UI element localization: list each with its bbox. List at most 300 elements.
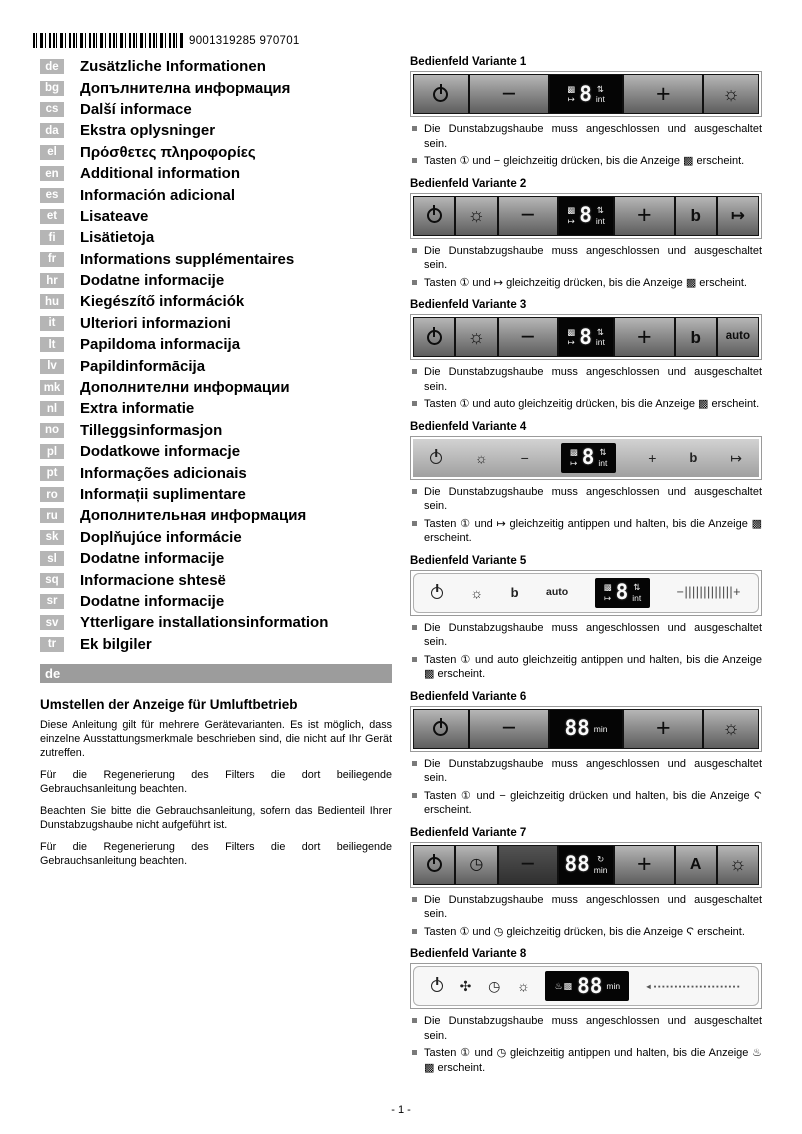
language-code-badge: de: [40, 59, 64, 74]
display-digits: 8: [615, 580, 629, 605]
light-button: [470, 451, 493, 465]
language-label: Πρόσθετες πληροφορίες: [80, 143, 256, 161]
light-icon: ☼: [722, 83, 740, 105]
bullet-marker: [412, 761, 417, 766]
light-icon: ☼: [470, 584, 484, 601]
power-button: [414, 197, 456, 235]
plus-button: [643, 451, 661, 465]
variant-section: [410, 827, 762, 940]
language-label: Lisätietoja: [80, 229, 155, 247]
plus-icon: +: [655, 79, 671, 108]
display: [550, 710, 625, 748]
language-row: [40, 142, 392, 163]
display-glyph: ▩: [569, 447, 578, 458]
language-row: [40, 227, 392, 248]
minus-icon: −: [520, 850, 535, 879]
power-button: [426, 980, 448, 992]
display-glyph: int: [595, 215, 605, 226]
variant-list: [410, 52, 762, 1078]
display-glyph-column: [594, 855, 608, 874]
language-label: Dodatne informacije: [80, 272, 225, 290]
plus-button: [624, 710, 704, 748]
display-glyph: ⇅: [596, 83, 604, 94]
display-glyph-column: [596, 85, 605, 104]
language-row: [40, 270, 392, 291]
display-glyph: ↦: [570, 457, 578, 468]
light-icon: ☼: [467, 326, 486, 348]
display-content: [570, 447, 608, 468]
display-glyph: min: [593, 864, 608, 875]
minus-button: [499, 318, 559, 356]
language-label: Dodatne informacije: [80, 550, 225, 568]
paragraph: Beachten Sie bitte die Gebrauchsanleitung, sofern das Bedienteil Ihrer Dunstabzugshaube nicht aufgeführt ist.: [40, 805, 392, 832]
bullet-text: Tasten ① und auto gleichzeitig antippen und halten, bis die Anzeige ▩ erscheint.: [424, 653, 762, 681]
plus-icon: +: [637, 201, 652, 230]
auto-icon: auto: [546, 586, 569, 599]
plus-button: [615, 197, 675, 235]
section-title: Umstellen der Anzeige für Umluftbetrieb: [40, 696, 298, 712]
interval-button: [725, 451, 747, 465]
control-panel-body: [413, 573, 759, 613]
fan-b-button: [676, 197, 718, 235]
language-code-badge: es: [40, 188, 64, 203]
display-glyph: ↻: [597, 854, 605, 865]
minus-icon: −: [520, 322, 535, 351]
language-code-badge: mk: [40, 380, 64, 395]
instruction-bullet: [412, 244, 762, 273]
bullet-text: Tasten ① und auto gleichzeitig drücken, bis die Anzeige ▩ erscheint.: [424, 398, 760, 411]
bullet-text: Die Dunstabzugshaube muss angeschlossen und ausgeschaltet sein.: [424, 485, 762, 513]
display-glyph: int: [595, 94, 605, 104]
power-icon: [427, 208, 442, 223]
bullet-marker: [412, 657, 417, 662]
fan-button: [455, 979, 477, 993]
variant-title: Bedienfeld Variante 5: [410, 554, 527, 567]
language-row: [40, 484, 392, 505]
language-row: [40, 398, 392, 419]
control-panel: [410, 193, 762, 239]
display: [559, 318, 615, 356]
variant-title: Bedienfeld Variante 3: [410, 299, 527, 312]
language-row: [40, 206, 392, 227]
display-glyph-column: [598, 448, 607, 467]
variant-section: [410, 948, 762, 1075]
language-label: Dodatkowe informacje: [80, 443, 241, 461]
plus-icon: +: [648, 449, 657, 466]
display-glyph: ↦: [604, 592, 612, 603]
language-label: Tilleggsinformasjon: [80, 421, 223, 439]
bullet-text: Die Dunstabzugshaube muss angeschlossen und ausgeschaltet sein.: [424, 621, 762, 649]
power-button: [414, 710, 470, 748]
power-icon: [431, 587, 443, 599]
light-button: [465, 586, 488, 600]
display-glyph-column: [570, 448, 578, 467]
language-code-badge: sk: [40, 530, 64, 545]
bullet-text: Die Dunstabzugshaube muss angeschlossen und ausgeschaltet sein.: [424, 244, 762, 272]
slider: [672, 586, 746, 599]
language-code-badge: bg: [40, 81, 64, 96]
bullet-text: Tasten ① und ↦ gleichzeitig antippen und halten, bis die Anzeige ▩ erscheint.: [424, 517, 762, 545]
control-panel-body: [413, 317, 759, 357]
language-row: [40, 56, 392, 77]
display-digits: 88: [577, 973, 603, 998]
auto-a-button: [676, 846, 718, 884]
power-button: [426, 587, 448, 599]
left-column: [40, 56, 392, 876]
control-panel: [410, 963, 762, 1009]
instruction-bullet: [412, 789, 762, 818]
bullet-marker: [412, 793, 417, 798]
language-row: [40, 548, 392, 569]
language-code-badge: en: [40, 166, 64, 181]
display-content: [565, 718, 608, 739]
display-content: [567, 205, 605, 226]
language-row: [40, 505, 392, 526]
instruction-bullet: [412, 893, 762, 922]
display-glyph-column: [567, 85, 575, 104]
light-button: [456, 197, 498, 235]
bullet-text: Die Dunstabzugshaube muss angeschlossen und ausgeschaltet sein.: [424, 757, 762, 785]
plus-button: [615, 846, 675, 884]
instruction-bullet: [412, 365, 762, 394]
instruction-bullet: [412, 653, 762, 682]
language-code-badge: hr: [40, 273, 64, 288]
power-button: [414, 318, 456, 356]
bullet-text: Tasten ① und ↦ gleichzeitig drücken, bis die Anzeige ▩ erscheint.: [424, 276, 747, 289]
light-icon: ☼: [729, 854, 747, 876]
language-label: Ytterligare installationsinformation: [80, 614, 329, 632]
minus-icon: −: [520, 201, 535, 230]
display-glyph: ↦: [567, 337, 575, 348]
language-row: [40, 420, 392, 441]
language-label: Dodatne informacije: [80, 592, 225, 610]
language-label: Další informace: [80, 100, 192, 118]
instruction-bullet: [412, 517, 762, 546]
language-row: [40, 313, 392, 334]
light-icon: ☼: [722, 718, 740, 740]
control-panel-body: [413, 74, 759, 114]
light-icon: ☼: [474, 449, 488, 466]
fan-b-button: [684, 451, 702, 464]
auto-button: [718, 318, 758, 356]
language-row: [40, 184, 392, 205]
control-panel: [410, 71, 762, 117]
bullet-text: Die Dunstabzugshaube muss angeschlossen und ausgeschaltet sein.: [424, 1015, 762, 1042]
display: [559, 846, 615, 884]
display-digits: 88: [564, 852, 590, 877]
language-row: [40, 441, 392, 462]
language-code-badge: sr: [40, 594, 64, 609]
instruction-bullet: [412, 1014, 762, 1043]
language-label: Doplňujúce informácie: [80, 528, 242, 546]
barcode: [33, 33, 183, 48]
bullet-marker: [412, 521, 417, 526]
auto-a-icon: A: [689, 855, 702, 873]
fan-b-icon: b: [690, 327, 701, 347]
display-content: [567, 81, 605, 106]
control-panel-body: [413, 966, 759, 1006]
bullet-marker: [412, 489, 417, 494]
power-icon: [427, 330, 442, 345]
minus-icon: −: [501, 714, 517, 743]
display-glyph-column: [567, 206, 575, 225]
display-glyph: min: [593, 723, 608, 734]
bullet-marker: [412, 625, 417, 630]
language-label: Дополнительная информация: [80, 507, 307, 525]
variant-title: Bedienfeld Variante 8: [410, 948, 527, 961]
display-digits: 8: [581, 445, 595, 470]
bullet-text: Tasten ① und ◷ gleichzeitig antippen und halten, bis die Anzeige ♨ ▩ erscheint.: [424, 1047, 762, 1074]
variant-title: Bedienfeld Variante 7: [410, 826, 527, 839]
language-label: Extra informatie: [80, 400, 195, 418]
language-code-badge: tr: [40, 637, 64, 652]
bullet-marker: [412, 126, 417, 131]
language-code-badge: lt: [40, 337, 64, 352]
language-code-badge: sv: [40, 615, 64, 630]
language-row: [40, 77, 392, 98]
display-glyph-column: [632, 583, 641, 602]
display-digits: 8: [579, 203, 592, 228]
minus-icon: −: [520, 449, 529, 466]
language-label: Informacione shtesë: [80, 571, 226, 589]
control-panel: [410, 570, 762, 616]
auto-icon: auto: [725, 330, 751, 343]
light-button: [718, 846, 758, 884]
timer-icon: ◷: [488, 978, 501, 995]
variant-title: Bedienfeld Variante 1: [410, 56, 527, 68]
variant-section: [410, 178, 762, 291]
display-content: [554, 973, 621, 998]
barcode-number: 9001319285 970701: [189, 34, 300, 47]
language-row: [40, 377, 392, 398]
language-row: [40, 163, 392, 184]
language-code-badge: it: [40, 316, 64, 331]
display-glyph-column: [567, 328, 575, 347]
display-glyph: ⇅: [596, 326, 604, 337]
display: [595, 578, 651, 608]
display-glyph-column: [596, 206, 605, 225]
control-panel: [410, 436, 762, 480]
bullet-marker: [412, 1018, 417, 1023]
display-glyph: int: [632, 592, 642, 603]
instruction-bullet: [412, 276, 762, 291]
paragraph: Für die Regenerierung des Filters die dort beiliegende Gebrauchsanleitung beachten.: [40, 769, 392, 796]
display-content: [567, 324, 605, 349]
language-label: Papildinformācija: [80, 357, 206, 375]
language-label: Informații suplimentare: [80, 486, 246, 503]
power-icon: [430, 452, 442, 464]
plus-icon: +: [637, 322, 652, 351]
language-label: Papildoma informacija: [80, 336, 241, 354]
variant-section: [410, 56, 762, 169]
display-glyph-column: [596, 328, 605, 347]
minus-icon: −: [501, 79, 517, 108]
language-row: [40, 569, 392, 590]
bullet-marker: [412, 248, 417, 253]
light-icon: ☼: [516, 978, 530, 995]
language-code-badge: pl: [40, 444, 64, 459]
fan-icon: ✣: [459, 978, 472, 995]
bullet-text: Tasten ① und − gleichzeitig drücken, bis die Anzeige ▩ erscheint.: [424, 155, 745, 168]
plus-icon: +: [655, 714, 671, 743]
display-status-icons: ♨▩: [554, 980, 574, 991]
header: [33, 33, 300, 48]
power-icon: [427, 857, 442, 872]
language-code-badge: hu: [40, 294, 64, 309]
language-code-badge: no: [40, 423, 64, 438]
timer-button: [456, 846, 498, 884]
plus-icon: +: [637, 850, 652, 879]
slider-icon: −|||||||||||||+: [676, 585, 741, 600]
fan-b-icon: b: [510, 585, 519, 601]
language-row: [40, 634, 392, 655]
light-button: [704, 75, 758, 113]
paragraph: Diese Anleitung gilt für mehrere Gerätevarianten. Es ist möglich, dass einzelne Ausstattungsmerkmale beschrieben sind, die nicht auf Ihr Gerät zutreffen.: [40, 718, 392, 759]
plus-button: [624, 75, 704, 113]
language-label: Información adicional: [80, 186, 236, 204]
paragraph: Für die Regenerierung des Filters die dort beiliegende Gebrauchsanleitung beachten.: [40, 841, 392, 868]
language-row: [40, 291, 392, 312]
language-label: Дополнителни информации: [80, 379, 290, 397]
bullet-marker: [412, 897, 417, 902]
language-label: Zusätzliche Informationen: [80, 58, 266, 76]
display-digits: 88: [564, 716, 590, 741]
display: [545, 971, 629, 1001]
language-label: Ekstra oplysninger: [80, 122, 216, 140]
language-row: [40, 462, 392, 483]
language-label: Ek bilgiler: [80, 635, 152, 653]
display-digits: 8: [579, 81, 592, 106]
power-icon: [433, 87, 448, 102]
language-code-badge: da: [40, 123, 64, 138]
minus-button: [499, 846, 559, 884]
power-button: [425, 452, 447, 464]
language-code-badge: ro: [40, 487, 64, 502]
display-glyph-column: [594, 725, 608, 734]
light-button: [456, 318, 498, 356]
variant-title: Bedienfeld Variante 6: [410, 690, 527, 703]
language-row: [40, 355, 392, 376]
light-button: [512, 979, 535, 993]
variant-title: Bedienfeld Variante 2: [410, 177, 527, 190]
power-button: [414, 75, 470, 113]
instruction-bullet: [412, 485, 762, 514]
language-label: Kiegészítő információk: [80, 293, 245, 311]
instruction-bullet: [412, 154, 762, 169]
plus-button: [615, 318, 675, 356]
variant-section: [410, 299, 762, 412]
display-glyph: ▩: [603, 582, 612, 593]
bullet-marker: [412, 369, 417, 374]
display-glyph: ↦: [567, 215, 575, 226]
language-code-badge: lv: [40, 359, 64, 374]
language-code-badge: fr: [40, 252, 64, 267]
control-panel-body: [413, 196, 759, 236]
minus-button: [470, 75, 550, 113]
control-panel-body: [413, 709, 759, 749]
control-panel: [410, 314, 762, 360]
language-row: [40, 612, 392, 633]
language-code-badge: sq: [40, 573, 64, 588]
fan-b-button: [506, 586, 524, 599]
display: [561, 443, 617, 473]
instruction-bullet: [412, 397, 762, 412]
control-panel: [410, 706, 762, 752]
language-row: [40, 249, 392, 270]
language-label: Lisateave: [80, 207, 149, 225]
language-label: Additional information: [80, 165, 240, 183]
timer-button: [483, 979, 505, 993]
language-code-badge: et: [40, 209, 64, 224]
display-glyph: ▩: [567, 326, 576, 337]
display: [559, 197, 615, 235]
display-glyph: ▩: [567, 205, 576, 216]
instruction-bullet: [412, 621, 762, 650]
minus-button: [470, 710, 550, 748]
display-glyph-column: [606, 982, 620, 991]
dots-slider: [640, 983, 746, 991]
display-content: [565, 854, 608, 875]
bullet-marker: [412, 280, 417, 285]
language-label: Допълнителна информация: [80, 79, 291, 97]
display-glyph: ⇅: [633, 582, 641, 593]
fan-b-icon: b: [690, 206, 701, 226]
power-button: [414, 846, 456, 884]
timer-icon: ◷: [469, 855, 484, 873]
display-glyph: int: [595, 337, 605, 348]
interval-button: [718, 197, 758, 235]
display-digits: 8: [579, 324, 592, 349]
language-row: [40, 99, 392, 120]
variant-section: [410, 421, 762, 546]
display: [550, 75, 625, 113]
bullet-marker: [412, 1050, 417, 1055]
power-icon: [433, 721, 448, 736]
language-list: [40, 56, 392, 655]
variant-section: [410, 691, 762, 818]
fan-b-button: [676, 318, 718, 356]
display-glyph: ⇅: [599, 447, 607, 458]
bullet-text: Die Dunstabzugshaube muss angeschlossen und ausgeschaltet sein.: [424, 366, 762, 393]
instruction-bullet: [412, 757, 762, 786]
language-code-badge: cs: [40, 102, 64, 117]
auto-button: [541, 587, 573, 598]
bullet-text: Die Dunstabzugshaube muss angeschlossen und ausgeschaltet sein.: [424, 123, 762, 150]
display-glyph: int: [598, 457, 608, 468]
bullet-marker: [412, 158, 417, 163]
language-code-badge: ru: [40, 508, 64, 523]
language-code-badge: pt: [40, 466, 64, 481]
language-code-badge: el: [40, 145, 64, 160]
fan-b-icon: b: [689, 450, 698, 466]
language-label: Informações adicionais: [80, 464, 247, 482]
language-row: [40, 591, 392, 612]
language-label: Informations supplémentaires: [80, 250, 295, 268]
display-glyph: ⇅: [596, 205, 604, 216]
dots-slider-icon: ◄▪▪▪▪▪▪▪▪▪▪▪▪▪▪▪▪▪▪▪▪▪: [644, 981, 741, 991]
control-panel: [410, 842, 762, 888]
language-label: Ulteriori informazioni: [80, 314, 231, 332]
language-code-badge: fi: [40, 230, 64, 245]
control-panel-body: [413, 845, 759, 885]
language-row: [40, 527, 392, 548]
variant-title: Bedienfeld Variante 4: [410, 420, 527, 433]
bullet-text: Die Dunstabzugshaube muss angeschlossen und ausgeschaltet sein.: [424, 893, 762, 921]
bullet-text: Tasten ① und ◷ gleichzeitig drücken, bis die Anzeige Ϛ erscheint.: [424, 925, 745, 938]
instruction-bullet: [412, 1046, 762, 1075]
light-button: [704, 710, 758, 748]
interval-icon: ↦: [730, 206, 746, 226]
